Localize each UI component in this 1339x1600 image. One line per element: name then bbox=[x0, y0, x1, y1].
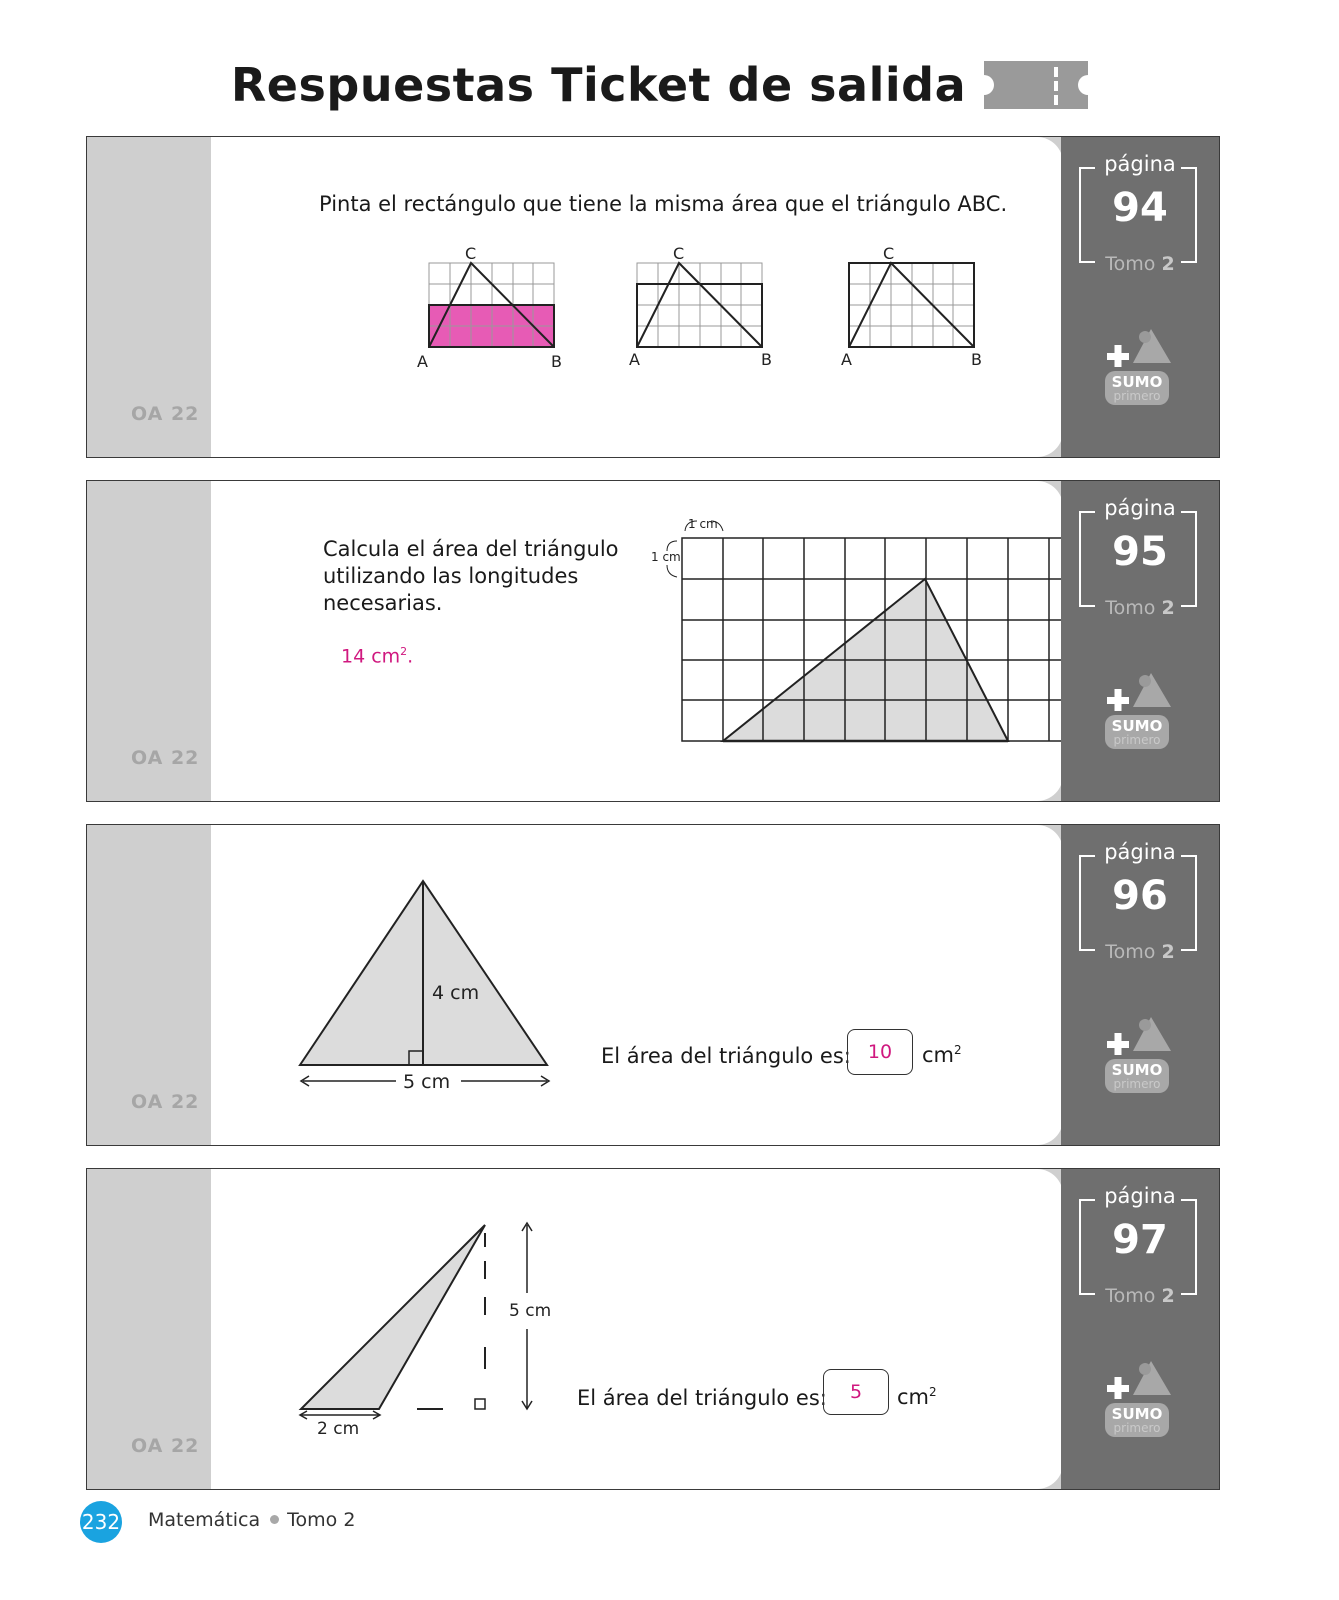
page-label: página bbox=[1104, 496, 1176, 520]
page-reference bbox=[1079, 840, 1197, 963]
page-number: 97 bbox=[1112, 1217, 1168, 1263]
sumo-primero-logo bbox=[1101, 325, 1191, 407]
footer-text bbox=[148, 1509, 355, 1531]
svg-text:primero: primero bbox=[1113, 733, 1161, 747]
question-text: Calcula el área del triángulo utilizando las longitudes necesarias. bbox=[323, 537, 619, 615]
svg-text:primero: primero bbox=[1113, 1077, 1161, 1091]
ticket-icon bbox=[984, 59, 1088, 111]
vertex-label-a: A bbox=[417, 352, 428, 371]
exit-ticket-card-96 bbox=[86, 824, 1220, 1146]
page-label: página bbox=[1104, 152, 1176, 176]
vertex-label-b: B bbox=[551, 352, 562, 371]
vertex-label-c: C bbox=[465, 244, 477, 263]
vertex-label-b: B bbox=[761, 350, 772, 369]
page-reference-panel bbox=[1061, 137, 1219, 457]
card-content bbox=[211, 1169, 1063, 1489]
height-label: 5 cm bbox=[509, 1301, 552, 1321]
footer-subject: Matemática bbox=[148, 1509, 261, 1531]
rectangle-option-3 bbox=[849, 263, 974, 347]
vertex-label-b: B bbox=[971, 350, 982, 369]
grid-unit-left: 1 cm bbox=[651, 550, 681, 564]
footer-tomo: Tomo 2 bbox=[287, 1509, 356, 1531]
page-reference bbox=[1079, 1184, 1197, 1307]
sumo-primero-logo bbox=[1101, 1013, 1191, 1095]
page-label: página bbox=[1104, 1184, 1176, 1208]
vertex-label-c: C bbox=[883, 244, 895, 263]
base-label: 5 cm bbox=[403, 1071, 451, 1093]
oa-label: OA 22 bbox=[131, 1435, 200, 1457]
title-text: Respuestas Ticket de salida bbox=[230, 58, 967, 112]
vertex-label-a: A bbox=[841, 350, 852, 369]
answer-box: 10 bbox=[847, 1029, 913, 1075]
base-label: 2 cm bbox=[317, 1419, 360, 1439]
vertex-label-a: A bbox=[629, 350, 640, 369]
page-label: página bbox=[1104, 840, 1176, 864]
sumo-primero-logo bbox=[1101, 1357, 1191, 1439]
oa-label: OA 22 bbox=[131, 403, 200, 425]
grid-triangle-figure bbox=[211, 481, 1063, 802]
page-reference bbox=[1079, 152, 1197, 275]
oa-label: OA 22 bbox=[131, 747, 200, 769]
answer-box: 5 bbox=[823, 1369, 889, 1415]
oa-label: OA 22 bbox=[131, 1091, 200, 1113]
svg-text:SUMO: SUMO bbox=[1111, 1061, 1163, 1079]
page-title bbox=[0, 58, 1339, 112]
card-content bbox=[211, 481, 1063, 801]
page-reference bbox=[1079, 496, 1197, 619]
svg-text:SUMO: SUMO bbox=[1111, 373, 1163, 391]
answer-unit: $cm^2$ bbox=[922, 1043, 962, 1067]
page-reference-panel bbox=[1061, 481, 1219, 801]
page-reference-panel bbox=[1061, 1169, 1219, 1489]
rectangle-option-1 bbox=[429, 263, 554, 347]
exit-ticket-card-95 bbox=[86, 480, 1220, 802]
svg-text:primero: primero bbox=[1113, 1421, 1161, 1435]
rectangles-figure bbox=[211, 137, 1063, 458]
svg-text:SUMO: SUMO bbox=[1111, 1405, 1163, 1423]
exit-ticket-card-97 bbox=[86, 1168, 1220, 1490]
height-label: 4 cm bbox=[432, 982, 480, 1004]
exit-ticket-card-94 bbox=[86, 136, 1220, 458]
answer-prompt: El área del triángulo es: bbox=[601, 1044, 851, 1068]
card-content bbox=[211, 825, 1063, 1145]
card-content bbox=[211, 137, 1063, 457]
rectangle-option-2 bbox=[637, 263, 762, 347]
page-number: 94 bbox=[1112, 185, 1168, 231]
svg-text:SUMO: SUMO bbox=[1111, 717, 1163, 735]
answer-prompt: El área del triángulo es: bbox=[577, 1386, 827, 1410]
obtuse-triangle-figure bbox=[211, 1169, 1063, 1490]
tomo-label: Tomo 2 bbox=[1105, 253, 1175, 275]
answer-text: 14 $cm^2$. bbox=[341, 645, 414, 668]
tomo-label: Tomo 2 bbox=[1105, 597, 1175, 619]
sumo-primero-logo bbox=[1101, 669, 1191, 751]
page-reference-panel bbox=[1061, 825, 1219, 1145]
tomo-label: Tomo 2 bbox=[1105, 1285, 1175, 1307]
grid-unit-top: 1 cm bbox=[688, 517, 718, 531]
tomo-label: Tomo 2 bbox=[1105, 941, 1175, 963]
triangle-figure bbox=[211, 825, 1063, 1146]
answer-unit: $cm^2$ bbox=[897, 1385, 937, 1409]
page-number-badge: 232 bbox=[80, 1501, 122, 1543]
svg-text:primero: primero bbox=[1113, 389, 1161, 403]
vertex-label-c: C bbox=[673, 244, 685, 263]
question-text: Pinta el rectángulo que tiene la misma área que el triángulo ABC. bbox=[319, 192, 1008, 216]
bullet-dot bbox=[270, 1515, 279, 1524]
page-number: 95 bbox=[1112, 529, 1168, 575]
page-number: 96 bbox=[1112, 873, 1168, 919]
